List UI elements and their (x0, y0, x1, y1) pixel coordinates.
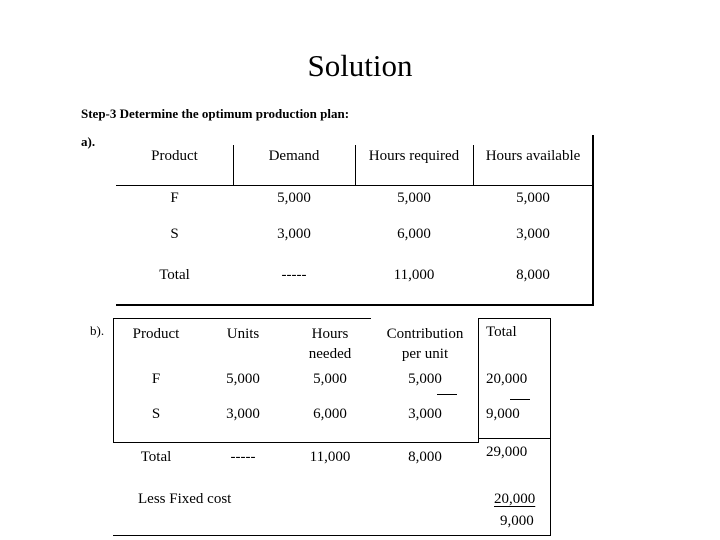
table-a-header-demand: Demand (268, 148, 320, 164)
table-a-cell: Total (159, 267, 190, 283)
table-b-header-total: Total (486, 324, 517, 340)
page-title: Solution (307, 48, 413, 83)
table-b-cell: 5,000 (313, 371, 347, 387)
total-col-right-border (550, 318, 551, 536)
table-a-cell: S (170, 226, 179, 242)
net-value: 9,000 (500, 513, 534, 529)
table-b-top-border (113, 318, 371, 319)
table-b-cell: Total (140, 449, 172, 465)
table-b-header-contribution: Contribution (386, 326, 464, 342)
table-b-cell: S (151, 406, 161, 422)
underline-mark (437, 394, 457, 395)
part-a-label: a). (81, 134, 96, 149)
table-a-header-hours-available: Hours available (485, 148, 581, 164)
table-a-cell: 5,000 (277, 190, 311, 206)
table-a-cell: 11,000 (393, 267, 435, 283)
table-b-cell: ----- (230, 449, 256, 465)
table-b-cell: 5,000 (226, 371, 260, 387)
table-b-header-hours: Hours (311, 326, 349, 342)
table-b-cell: 3,000 (408, 406, 442, 422)
table-a-bottom-border (116, 304, 594, 306)
table-a-cell: 3,000 (277, 226, 311, 242)
total-col-divider (479, 438, 551, 439)
table-a-cell: 8,000 (516, 267, 550, 283)
fixed-cost-bottom-border (113, 535, 551, 536)
table-b-cell: 6,000 (313, 406, 347, 422)
table-a-header-product: Product (151, 148, 198, 164)
less-fixed-cost-label: Less Fixed cost (138, 491, 232, 507)
table-b-cell: 29,000 (486, 444, 528, 460)
table-a-cell: ----- (281, 267, 307, 283)
table-b-cell: 3,000 (226, 406, 260, 422)
table-b-header-needed: needed (308, 346, 352, 362)
step-heading: Step-3 Determine the optimum production plan: (81, 106, 350, 121)
table-b-bottom-border (113, 442, 479, 443)
table-b-cell: 8,000 (408, 449, 442, 465)
table-b-header-product: Product (132, 326, 180, 342)
part-b-label: b). (90, 323, 105, 338)
table-b-header-units: Units (226, 326, 260, 342)
table-b-inner-border (478, 318, 479, 443)
table-a-cell: 5,000 (397, 190, 431, 206)
table-a-header-hours-required: Hours required (368, 148, 460, 164)
table-a-cell: F (170, 190, 179, 206)
table-b-header-per-unit: per unit (401, 346, 449, 362)
table-a-cell: 3,000 (516, 226, 550, 242)
table-b-cell: 11,000 (309, 449, 351, 465)
fixed-cost-value: 20,000 (494, 491, 536, 507)
table-a-header-rule (116, 185, 593, 186)
table-b-cell: 20,000 (486, 371, 528, 387)
table-a-cell: 5,000 (516, 190, 550, 206)
table-a-cell: 6,000 (397, 226, 431, 242)
table-b-cell: 9,000 (486, 406, 520, 422)
table-b-cell: F (151, 371, 161, 387)
table-b-cell: 5,000 (408, 371, 442, 387)
underline-mark (510, 399, 530, 400)
total-col-top-border (479, 318, 551, 319)
